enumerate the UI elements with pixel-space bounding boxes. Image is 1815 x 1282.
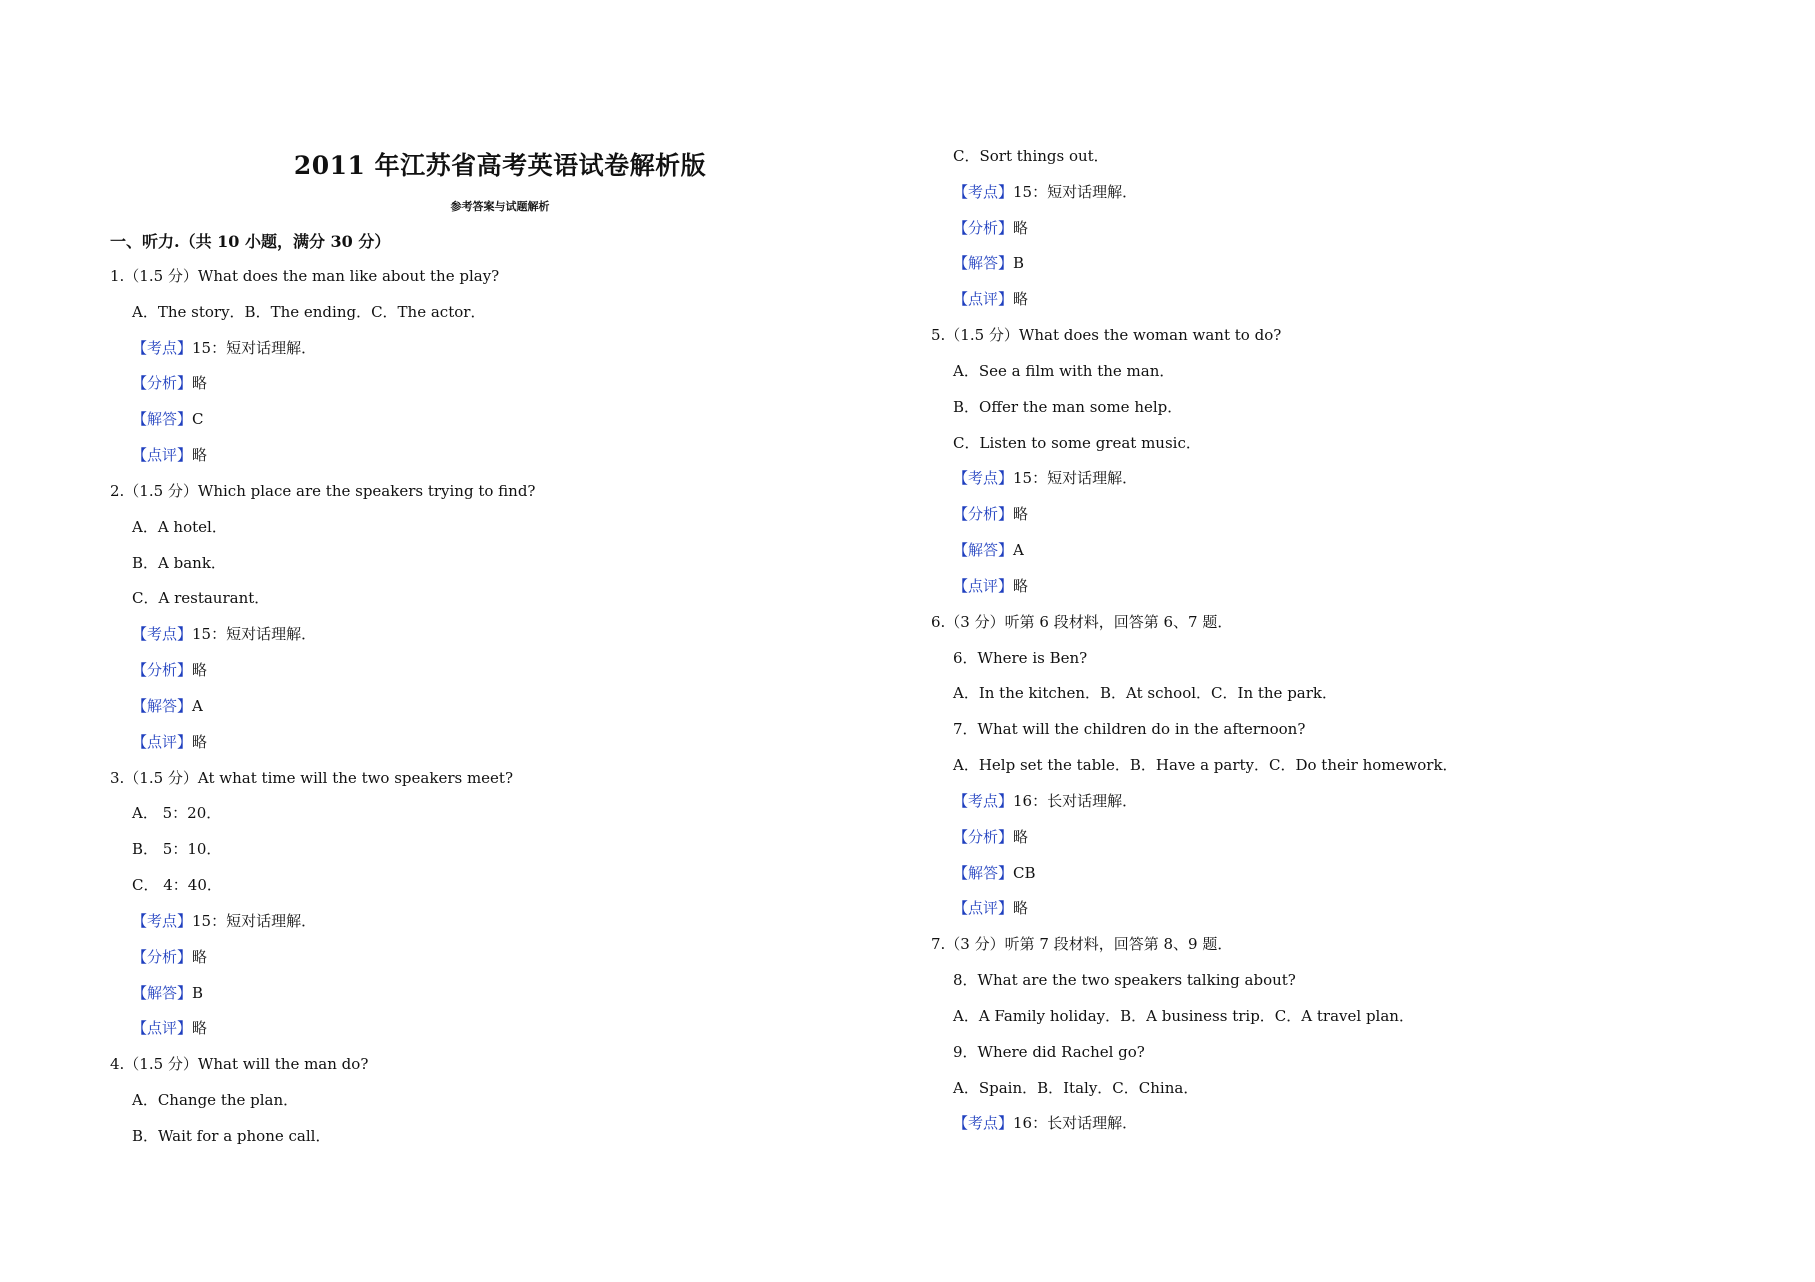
question-line: 7.（3 分）听第 7 段材料，回答第 8、9 题．: [931, 935, 1233, 954]
analysis-tag-kaodian: 【考点】: [953, 791, 1014, 810]
analysis-text: CB: [1013, 863, 1036, 882]
analysis-text: 15：短对话理解．: [192, 911, 317, 930]
analysis-text: 略: [192, 947, 208, 966]
option-line: B．Offer the man some help．: [953, 397, 1183, 416]
analysis-line-kaodian: [953, 791, 1137, 811]
analysis-line-fenxi: [132, 373, 207, 393]
analysis-line-kaodian: [132, 338, 316, 358]
analysis-tag-kaodian: 【考点】: [132, 338, 193, 357]
analysis-line-kaodian: [953, 1113, 1137, 1133]
analysis-tag-dianping: 【点评】: [953, 290, 1014, 309]
analysis-line-jieda: [953, 863, 1036, 883]
analysis-line-dianping: [953, 898, 1028, 918]
analysis-tag-dianping: 【点评】: [132, 1019, 193, 1038]
analysis-text: 略: [1013, 505, 1029, 524]
analysis-line-dianping: [953, 576, 1028, 596]
analysis-line-jieda: [953, 253, 1024, 273]
analysis-text: 略: [192, 374, 208, 393]
analysis-line-fenxi: [953, 504, 1028, 524]
option-line: A．See a film with the man．: [953, 361, 1175, 380]
option-line: A．Change the plan．: [132, 1091, 299, 1110]
analysis-line-fenxi: [953, 218, 1028, 238]
question-line: 6.（3 分）听第 6 段材料，回答第 6、7 题．: [931, 612, 1233, 631]
analysis-line-jieda: [953, 540, 1024, 560]
question-line: 2.（1.5 分）Which place are the speakers trying to find?: [110, 481, 536, 500]
analysis-tag-fenxi: 【分析】: [132, 947, 193, 966]
option-line: C．Listen to some great music．: [953, 433, 1201, 452]
analysis-tag-jieda: 【解答】: [132, 410, 193, 429]
analysis-text: 15：短对话理解．: [1013, 469, 1138, 488]
analysis-text: 15：短对话理解．: [1013, 182, 1138, 201]
analysis-line-jieda: [132, 409, 204, 429]
analysis-line-jieda: [132, 696, 203, 716]
analysis-line-fenxi: [132, 660, 207, 680]
analysis-tag-kaodian: 【考点】: [132, 625, 193, 644]
analysis-text: 略: [1013, 218, 1029, 237]
analysis-text: B: [1013, 254, 1025, 273]
option-line: 7．What will the children do in the afternoon?: [953, 720, 1306, 739]
analysis-line-dianping: [132, 445, 207, 465]
analysis-text: A: [1013, 541, 1024, 560]
page-subtitle: 参考答案与试题解析: [450, 200, 550, 213]
option-line: A．In the kitchen．B．At school．C．In the park．: [953, 684, 1338, 703]
option-line: 6．Where is Ben?: [953, 648, 1088, 667]
option-line: 8．What are the two speakers talking about?: [953, 971, 1296, 990]
section-heading: 一、听力.（共 10 小题，满分 30 分）: [110, 232, 391, 251]
option-line: A．Spain．B．Italy．C．China．: [953, 1078, 1199, 1097]
question-line: 4.（1.5 分）What will the man do?: [110, 1055, 369, 1074]
analysis-text: B: [192, 983, 204, 1002]
option-line: B． 5：10．: [132, 840, 222, 859]
analysis-text: 略: [192, 446, 208, 465]
analysis-text: 略: [1013, 290, 1029, 309]
analysis-tag-dianping: 【点评】: [132, 446, 193, 465]
analysis-tag-kaodian: 【考点】: [953, 469, 1014, 488]
option-line: A．Help set the table．B．Have a party．C．Do their homework．: [953, 756, 1458, 775]
analysis-text: 略: [1013, 899, 1029, 918]
analysis-line-jieda: [132, 983, 203, 1003]
analysis-text: 略: [192, 661, 208, 680]
analysis-text: 略: [1013, 576, 1029, 595]
analysis-text: 略: [192, 1019, 208, 1038]
analysis-line-kaodian: [953, 182, 1137, 202]
analysis-tag-jieda: 【解答】: [953, 254, 1014, 273]
analysis-line-kaodian: [132, 624, 316, 644]
analysis-text: 略: [1013, 827, 1029, 846]
analysis-tag-jieda: 【解答】: [953, 541, 1014, 560]
option-line: A．A Family holiday．B．A business trip．C．A travel plan．: [953, 1006, 1414, 1025]
analysis-tag-dianping: 【点评】: [132, 732, 193, 751]
analysis-text: 略: [192, 732, 208, 751]
analysis-line-dianping: [132, 1018, 207, 1038]
option-line: C． 4：40．: [132, 876, 222, 895]
analysis-tag-fenxi: 【分析】: [953, 505, 1014, 524]
option-line: A． 5：20．: [132, 804, 222, 823]
analysis-tag-jieda: 【解答】: [132, 696, 193, 715]
question-line: 5.（1.5 分）What does the woman want to do?: [931, 326, 1282, 345]
analysis-text: 16：长对话理解．: [1013, 791, 1138, 810]
analysis-tag-fenxi: 【分析】: [953, 218, 1014, 237]
option-line: 9．Where did Rachel go?: [953, 1042, 1145, 1061]
analysis-text: 15：短对话理解．: [192, 625, 317, 644]
analysis-tag-kaodian: 【考点】: [953, 182, 1014, 201]
analysis-tag-kaodian: 【考点】: [953, 1114, 1014, 1133]
analysis-tag-fenxi: 【分析】: [132, 661, 193, 680]
question-line: 1.（1.5 分）What does the man like about the play?: [110, 267, 500, 285]
analysis-text: C: [192, 410, 204, 429]
analysis-line-fenxi: [953, 827, 1028, 847]
page-title: 2011 年江苏省高考英语试卷解析版: [293, 151, 707, 180]
analysis-tag-dianping: 【点评】: [953, 576, 1014, 595]
option-line: C．Sort things out．: [953, 147, 1109, 165]
option-line: A．A hotel．: [132, 517, 227, 536]
question-line: 3.（1.5 分）At what time will the two speakers meet?: [110, 768, 514, 787]
analysis-text: 15：短对话理解．: [192, 338, 317, 357]
option-line: B．Wait for a phone call．: [132, 1126, 331, 1145]
analysis-tag-jieda: 【解答】: [132, 983, 193, 1002]
analysis-tag-fenxi: 【分析】: [953, 827, 1014, 846]
analysis-tag-dianping: 【点评】: [953, 899, 1014, 918]
analysis-tag-fenxi: 【分析】: [132, 374, 193, 393]
analysis-text: A: [192, 696, 203, 715]
analysis-tag-jieda: 【解答】: [953, 863, 1014, 882]
option-line: B．A bank．: [132, 553, 226, 572]
option-line: C．A restaurant．: [132, 589, 270, 608]
analysis-line-kaodian: [953, 468, 1137, 488]
analysis-text: 16：长对话理解．: [1013, 1114, 1138, 1133]
analysis-line-kaodian: [132, 911, 316, 931]
analysis-line-dianping: [953, 289, 1028, 309]
analysis-tag-kaodian: 【考点】: [132, 911, 193, 930]
option-line: A．The story．B．The ending．C．The actor．: [132, 302, 486, 321]
analysis-line-dianping: [132, 732, 207, 752]
analysis-line-fenxi: [132, 947, 207, 967]
